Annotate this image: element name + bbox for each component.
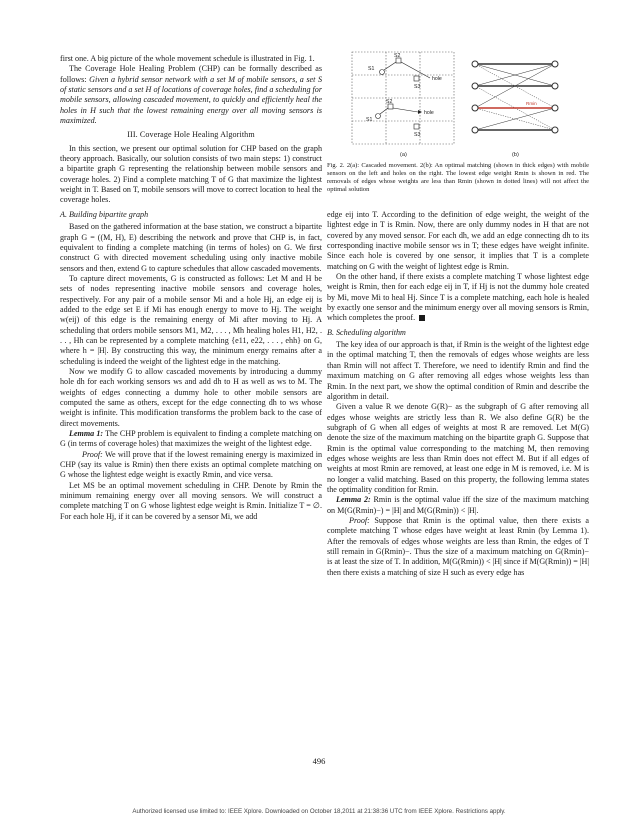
s3-node [414,124,419,129]
sensor-node [472,61,478,67]
figure-svg [330,50,588,162]
paragraph: edge eij into T. According to the definition of edge weight, the weight of the lightest edge in T is Rmin. Now, there are only dummy nodes in H that are not covered by any moved sensor. For each dh, we add an edge connecting dh to its corresponding inactive mobile sensor ws in T; these edges have weight infinite. Since each hole is covered by one sensor, it implies that T is a complete matching on G with the weight of lightest edge is Rmin. [327,210,589,271]
paragraph: Given a value R we denote G(R)− as the subgraph of G after removing all edges whose weights are strictly less than R. We also define G(R) be the subgraph of G when all edges of weights at most R are removed. Let M(G) denote the size of the maximum matching on the bipartite graph G. Suppose that Rmin is the optimal value corresponding to the matching M, then removing edges whose weights are less than Rmin does not effect M. But if all edges of weights at most Rmin are removed, at least one edge in M is removed, i.e. M is no longer a valid matching. Based on this property, the following lemma states the optimality condition for Rmin. [327,402,589,494]
paragraph: In this section, we present our optimal solution for CHP based on the graph theory approach. Basically, our solution consists of two main steps: 1) construct a bipartite graph G representing the relationship between mobile sensors and coverage holes. 2) Find a complete matching T of G that maximize the lightest weight in T. Based on T, mobile sensors will move to correct location to heal the coverage holes. [60,143,322,205]
lemma-1 [60,429,322,450]
sensor-node [472,127,478,133]
page-number: 496 [312,756,326,766]
proof-1 [60,450,322,481]
lemma-text: The CHP problem is equivalent to finding a complete matching on G (in terms of coverage holes) that maximizes the weight of the lightest edge. [60,429,322,449]
paragraph: first one. A big picture of the whole movement schedule is illustrated in Fig. 1. [60,54,315,63]
label-s3: S3 [414,84,421,90]
rmin-label: Rmin [526,101,537,106]
move-arrow [393,108,418,112]
figure-caption: Fig. 2. 2(a): Cascaded movement. 2(b): An optimal matching (shown in thick edges) with mobile sensors on the left and holes on the right. The lowest edge weight Rmin is shown in red. The removals of edges whose weights are less than Rmin (shown in dotted lines) will not affect the optimal solution [327,162,589,193]
s1-node [376,114,381,119]
proof-2 [327,516,589,578]
sensor-node [472,83,478,89]
proof-text: Suppose that Rmin is the optimal value, then there exists a complete matching T whose edges have weight at least Rmin (by Lemma 1). After the removals of edges whose weights are less than Rmin, the edges of T still remain in G(Rmin)−. Thus the size of a maximum matching on G(Rmin)− is at least the size of T. In addition, M(G(Rmin)) < |H| since if M(G(Rmin)) = |H| then there exists a matching of size H such as every edge has [327,515,589,577]
subfigure-a-label: (a) [400,152,407,158]
lemma-2 [327,495,589,516]
right-column [327,210,589,578]
hole-node [552,127,558,133]
paragraph: Let MS be an optimal movement scheduling in CHP. Denote by Rmin the minimum remaining energy over all moving sensors. We will construct a complete matching T on G whose lightest edge weight is Rmin. Initialize T = ∅. For each hole Hj, if it can be covered by a sensor Mi, we add [60,480,322,521]
lemma-label: Lemma 1: [69,429,104,439]
qed-square-icon [419,315,425,321]
label-s3: S3 [414,132,421,138]
s1-node [380,70,385,75]
proof-text: We will prove that if the lowest remaining energy is maximized in CHP (say its value is Rmin) then there exists an optimal complete matching on G whose the lightest edge weight is exactly Rmin, and vice versa. [60,449,322,480]
hole-node [552,83,558,89]
lemma-text: Rmin is the optimal value iff the size of the maximum matching on M(G(Rmin)−) = |H| and M(G(Rmin)) < |H|. [327,495,589,515]
paragraph: Based on the gathered information at the base station, we construct a bipartite graph G = ((M, H), E) describing the network and prove that CHP is, in fact, equivalent to finding a complete matching (in terms of holes) on G. We first construct G with directed movement scheduling using only inactive mobile sensors and then, extend G to capture schedules that allow cascaded movements. [60,222,322,273]
paragraph [327,272,589,324]
bipartite-matching-diagram [472,61,558,133]
figure-2 [330,50,588,162]
chp-lead: The Coverage Hole Healing Problem (CHP) can be formally described as follows: [60,64,322,84]
subfigure-b-label: (b) [512,152,519,158]
label-s2: S2 [386,99,393,105]
chp-statement: Given a hybrid sensor network with a set M of mobile sensors, a set S of static sensors and a set H of locations of coverage holes, find a scheduling for mobile sensors, allowing cascaded movement, to quickly and efficiently heal the holes in H such that the lowest remaining energy over all moving sensors is maximized. [60,74,322,126]
subsection-heading: A. Building bipartite graph [60,209,149,219]
move-arrow [384,62,396,70]
label-s2: S2 [394,53,401,59]
section-title: III. Coverage Hole Healing Algorithm [127,130,255,140]
lemma-label: Lemma 2: [336,495,371,505]
proof-conclusion: On the other hand, if there exists a complete matching T whose lightest edge weight is Rmin, then for each edge eij in T, if Hj is not the dummy hole created by Mi, move Mi to heal Hj. Since T is a complete matching, each hole is healed by exactly one sensor and the minimum energy over all moving sensors is Rmin, which completes the proof. [327,272,589,323]
section-heading [60,130,322,140]
paragraph: The key idea of our approach is that, if Rmin is the weight of the lightest edge in the optimal matching T, then the removals of edges whose weights are less than Rmin will not affect T. Therefore, we need to identify Rmin and find the maximum matching on G after removing all edges whose weights less than Rmin. In the next part, we show the optimal condition of Rmin and describe the algorithm in detail. [327,340,589,401]
label-s1: S1 [368,66,375,72]
subsection-heading: B. Scheduling algorithm [327,327,406,337]
move-arrow [380,108,388,114]
license-footer: Authorized licensed use limited to: IEEE Xplore. Downloaded on October 18,2011 at 21:38:36 UTC from IEEE Xplore. Restrictions apply. [132,808,506,815]
label-s1: S1 [366,117,373,123]
hole-node [552,105,558,111]
left-column [60,54,322,522]
paragraph: Now we modify G to allow cascaded movements by introducing a dummy hole dh for each working sensors ws and add dh to H as well as ws to M. The weights of edges connecting a dummy hole to other mobile sensors are computed the same as others, except for the edge connecting dh to ws whose weight is infinite. This modification transforms the problem back to the case of direct movements. [60,366,322,428]
proof-label: Proof: [349,515,370,525]
label-hole: hole [424,110,434,116]
s3-node [414,76,419,81]
move-arrow [401,62,430,78]
chp-definition [60,64,322,126]
hole-node [552,61,558,67]
paragraph: To capture direct movements, G is constructed as follows: Let M and H be sets of nodes representing inactive mobile sensors and coverage holes, respectively. For any pair of a mobile sensor Mi and a hole Hj, an edge eij is added to the edge set E if Mi has enough energy to move to Hj. The weight w(eij) of this edge is the remaining energy of Mi after moving to Hj. A scheduling that orders mobile sensors M1, M2, . . . , Mh healing holes H1, H2, . . . , Hh can be represented by a complete matching {e11, e22, . . . , ehh} on G, where h = |H|. By constructing this way, the minimum energy remains after a scheduling is indeed the weight of the lightest edge in the matching. [60,273,322,366]
proof-label: Proof: [82,449,103,459]
label-hole: hole [432,76,442,82]
sensor-node [472,105,478,111]
